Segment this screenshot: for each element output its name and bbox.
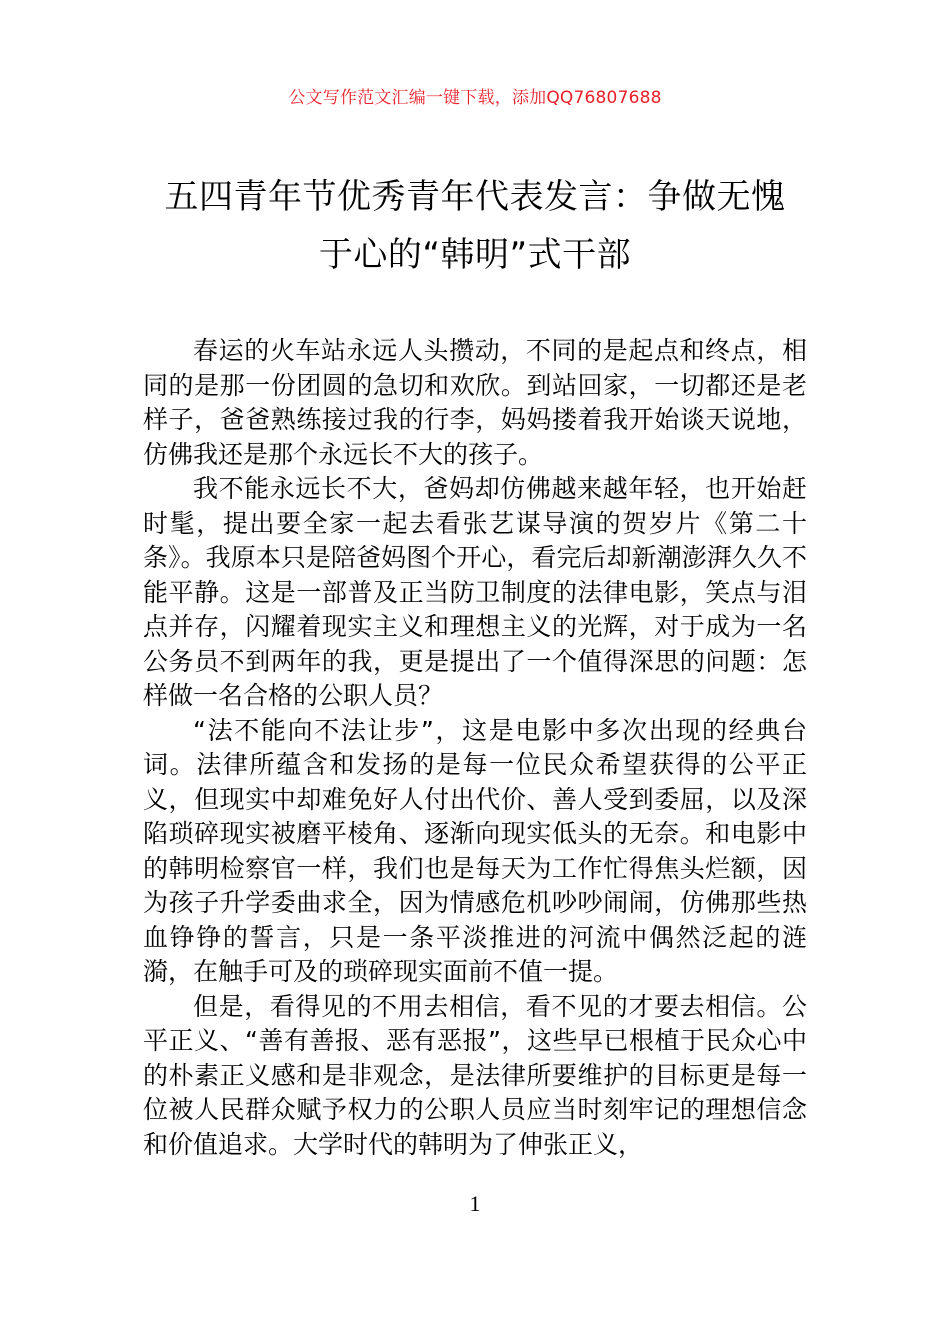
title-line-2: 于心的“韩明”式干部 <box>318 235 632 275</box>
paragraph-4: 但是，看得见的不用去相信，看不见的才要去相信。公平正义、“善有善报、恶有恶报”，这些早已根植于民众心中的朴素正义感和是非观念，是法律所要维护的目标更是每一位被人民群众赋予权力的公职人员应当时刻牢记的理想信念和价值追求。大学时代的韩明为了伸张正义， <box>143 991 807 1159</box>
paragraph-2: 我不能永远长不大，爸妈却仿佛越来越年轻，也开始赶时髦，提出要全家一起去看张艺谋导演的贺岁片《第二十条》。我原本只是陪爸妈图个开心，看完后却新潮澎湃久久不能平静。这是一部普及正当防卫制度的法律电影，笑点与泪点并存，闪耀着现实主义和理想主义的光辉，对于成为一名公务员不到两年的我，更是提出了一个值得深思的问题：怎样做一名合格的公职人员？ <box>143 474 807 710</box>
paragraph-1: 春运的火车站永远人头攒动，不同的是起点和终点，相同的是那一份团圆的急切和欢欣。到站回家，一切都还是老样子，爸爸熟练接过我的行李，妈妈搂着我开始谈天说地，仿佛我还是那个永远长不大的孩子。 <box>143 336 807 469</box>
title-line-1: 五四青年节优秀青年代表发言：争做无愧 <box>164 177 786 217</box>
document-body <box>143 334 807 1162</box>
download-notice: 公文写作范文汇编一键下载，添加QQ76807688 <box>288 88 662 108</box>
page-number: 1 <box>469 1191 481 1216</box>
document-title <box>140 168 810 284</box>
paragraph-3: “法不能向不法让步”，这是电影中多次出现的经典台词。法律所蕴含和发扬的是每一位民众希望获得的公平正义，但现实中却难免好人付出代价、善人受到委屈，以及深陷琐碎现实被磨平棱角、逐渐向现实低头的无奈。和电影中的韩明检察官一样，我们也是每天为工作忙得焦头烂额，因为孩子升学委曲求全，因为情感危机吵吵闹闹，仿佛那些热血铮铮的誓言，只是一条平淡推进的河流中偶然泛起的涟漪，在触手可及的琐碎现实面前不值一提。 <box>143 715 807 986</box>
